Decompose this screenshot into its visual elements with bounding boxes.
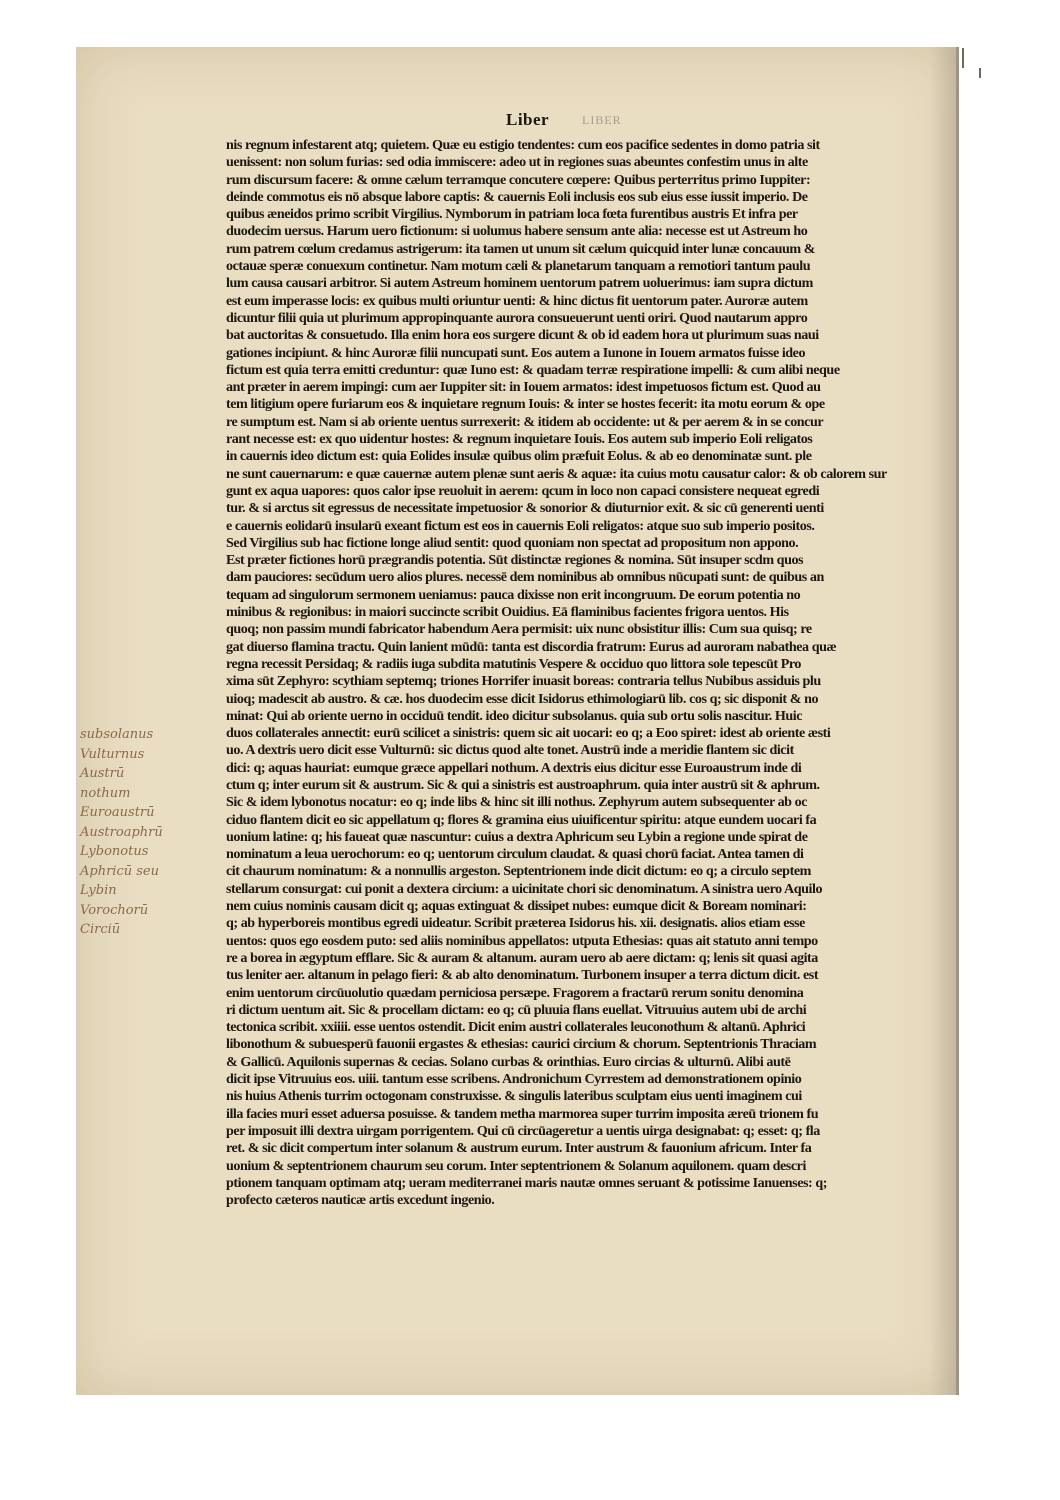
text-line: lum causa causari arbitror. Si autem Astreum hominem uentorum patrem uoluerimus: iam supra dictum: [226, 275, 813, 292]
text-line: Sed Virgilius sub hac fictione longe aliud sentit: quod quoniam non spectat ad propositum non appono.: [226, 534, 799, 551]
text-line: ctum q; inter eurum sit & austrum. Sic & qui a sinistris est austroaphrum. quia inter austrū sit & aphrum.: [226, 776, 820, 793]
text-line: ret. & sic dicit compertum inter solanum & austrum eurum. Inter austrum & fauonium africum. Inter fa: [226, 1140, 812, 1157]
text-line: uenissent: non solum furias: sed odia immiscere: adeo ut in regiones suas abeuntes confestim unus in alte: [226, 154, 808, 171]
text-line: quibus æneidos primo scribit Virgilius. Nymborum in patriam loca fœta furentibus austris Et infra per: [226, 206, 798, 223]
margin-note: Austrū: [80, 766, 125, 781]
text-line: profecto cæteros nauticæ artis excedunt ingenio.: [226, 1192, 495, 1209]
text-line: tem litigium opere furiarum eos & inquietare regnum Iouis: & inter se hostes fecerit: ita motu eorum & ope: [226, 396, 825, 413]
margin-note: Lybin: [80, 883, 117, 898]
text-line: gat diuerso flamina tractu. Quin lanient mūdū: tanta est discordia fratrum: Eurus ad auroram nabathea quæ: [226, 638, 837, 655]
text-line: & Gallicū. Aquilonis supernas & cecias. Solano curbas & orinthias. Euro circias & ulturnū. Alibi autē: [226, 1053, 791, 1070]
text-line: tequam ad singulorum sermonem ueniamus: pauca dixisse non erit incongruum. De eorum potentia no: [226, 586, 801, 603]
margin-note: Austroaphrū: [80, 824, 163, 840]
text-line: gunt ex aqua uapores: quos calor ipse reuoluit in aerem: qcum in loco non capaci consistere nequeat egredi: [226, 482, 820, 499]
text-line: uonium & septentrionem chaurum seu corum. Inter septentrionem & Solanum aquilonem. quam descri: [226, 1157, 806, 1174]
margin-note: Vorochorū: [80, 902, 149, 918]
text-line: est eum imperasse locis: ex quibus multi oriuntur uenti: & hinc dictus fit uentorum pater. Auroræ autem: [226, 292, 808, 309]
text-line: minibus & regionibus: in maiori succincte scribit Ouidius. Eā flaminibus facientes frigora uentos. His: [226, 604, 789, 621]
text-line: duodecim uersus. Harum uero fictionum: si uolumus habere sensum ante alia: necesse est ut Astreum ho: [226, 223, 808, 240]
text-line: nis huius Athenis turrim octogonam construxisse. & singulis lateribus sculptam eius uenti imaginem cui: [226, 1088, 802, 1105]
text-line: per imposuit illi dextra uirgam porrigentem. Qui cū circūageretur a uentis uirga designabat: q; esset: q; fla: [226, 1122, 820, 1139]
running-head: Liber: [506, 110, 550, 129]
margin-note: nothum: [80, 785, 131, 801]
text-line: libonothum & subuesperū fauonii ergastes & ethesias: caurici circium & chorum. Septentrionis Thraciam: [226, 1036, 817, 1053]
text-line: tus leniter aer. altanum in pelago fieri: & ab alto denominatum. Turbonem insuper a terra dictum dicit. est: [226, 967, 819, 984]
text-line: stellarum consurgat: cui ponit a dextera circium: a uicinitate chori sic denominatum. A sinistra uero Aquilo: [226, 880, 823, 897]
text-line: ri dictum uentum ait. Sic & procellam dictam: eo q; cū pluuia flans euellat. Vitruuius autem ubi de archi: [226, 1001, 807, 1018]
text-line: quoq; non passim mundi fabricator habendum Aera permisit: uix nunc obsistitur illis: Cum sua quisq; re: [226, 621, 812, 638]
marginal-annotations: [80, 725, 220, 940]
text-line: rum discursum facere: & omne cælum terramque concutere cœpere: Quibus perterritus primo Iuppiter:: [226, 171, 811, 188]
text-line: re sumptum est. Nam si ab oriente uentus surrexerit: & itidem ab occidente: ut & per aerem & in se concur: [226, 413, 824, 430]
text-line: ne sunt cauernarum: e quæ cauernæ autem plenæ sunt aeris & aquæ: ita cuius motu causatur calor: & ob calorem sur: [226, 465, 887, 482]
text-line: uentos: quos ego eosdem puto: sed aliis nominibus appellatos: utputa Ethesias: quas ait statuto anni tempo: [226, 932, 818, 949]
margin-note: Vulturnus: [80, 746, 145, 762]
text-line: nis regnum infestarent atq; quietem. Quæ eu estigio tendentes: cum eos pacifice sedentes in domo patria sit: [226, 137, 820, 153]
text-line: minat: Qui ab oriente uerno in occiduū tendit. ideo dicitur subsolanus. quia sub ortu solis nascitur. Huic: [226, 707, 803, 724]
text-line: tur. & si arctus sit egressus de necessitate impetuosior & sonorior & diuturnior exit. & sic cū generenti uenti: [226, 500, 824, 517]
text-line: dam pauciores: secūdum uero alios plures. necessē dem nominibus ab omnibus nūcupati sunt: de quibus an: [226, 569, 824, 586]
margin-note: subsolanus: [80, 727, 154, 742]
margin-note: Lybonotus: [80, 844, 149, 859]
text-line: cit chaurum nominatum: & a nonnullis argeston. Septentrionem inde dicit dictum: eo q; a circulo septem: [226, 863, 811, 880]
text-line: q; ab hyperboreis montibus egredi uideatur. Scribit præterea Isidorus his. xii. designatis. alios etiam esse: [226, 915, 805, 932]
text-line: fictum est quia terra emitti creduntur: quæ Iuno est: & quadam terræ respiratione impelli: & cum alibi neque: [226, 361, 840, 378]
text-line: deinde commotus eis nō absque labore captis: & cauernis Eoli inclusis eos sub eius esse iussit imperio. De: [226, 188, 808, 205]
text-line: nem cuius nominis causam dicit q; aquas extinguat & dissipet nubes: eumque dicit & Boream nominari:: [226, 898, 807, 915]
text-line: tectonica scribit. xxiiii. esse uentos ostendit. Dicit enim austri collaterales leuconothum & altanū. Aphrici: [226, 1019, 806, 1036]
text-line: illa facies muri esset aduersa posuisse. & tandem metha marmorea super turrim imposita æreū trionem fu: [226, 1105, 819, 1122]
text-line: nominatum a leua uerochorum: eo q; uentorum circulum claudat. & quasi chorū faciat. Antea tamen di: [226, 846, 804, 863]
text-line: enim uentorum circūuolutio quædam perniciosa persæpe. Fragorem a fractarū rerum sonitu denomina: [226, 984, 804, 1001]
text-line: ant præter in aerem impingi: cum aer Iuppiter sit: in Iouem armatos: idest impetuosos fictum est. Quod au: [226, 379, 821, 396]
text-line: dicit ipse Vitruuius eos. uiii. tantum esse scribens. Andronichum Cyrrestem ad demonstrationem opinio: [226, 1071, 802, 1088]
text-line: in cauernis ideo dictum est: quia Eolides insulæ quibus olim præfuit Eolus. & ab eo denominatæ sunt. ple: [226, 448, 812, 465]
margin-note: Circiū: [80, 922, 121, 937]
text-line: rant necesse est: ex quo uidentur hostes: & regnum inquietare Iouis. Eos autem sub imperio Eoli religatos: [226, 431, 813, 448]
text-line: regna recessit Persidaq; & radiis iuga subdita matutinis Vespere & occiduo quo littora sole tepescūt Pro: [226, 655, 802, 672]
text-line: e cauernis eolidarū insularū exeant fictum est eos in cauernis Eoli religatos: atque suo sub imperio positos.: [226, 517, 815, 534]
text-line: uioq; madescit ab austro. & cæ. hos duodecim esse dicit Isidorus ethimologiarū lib. cos q; sic disponit & no: [226, 690, 819, 707]
text-line: Est præter fictiones horū prægrandis potentia. Sūt distinctæ regiones & nomina. Sūt insuper scdm quos: [226, 552, 804, 569]
text-line: uonium latine: q; his faueat quæ nascuntur: cuius a dextra Aphricum seu Lybin a regione unde spirat de: [226, 828, 808, 845]
text-line: re a borea in ægyptum efflare. Sic & auram & altanum. auram uero ab aere dictam: q; lenis sit quasi agita: [226, 949, 818, 966]
margin-note: Aphricū seu: [80, 863, 159, 879]
text-line: dici: q; aquas hauriat: eumque græce appellari nothum. A dextris eius dicitur esse Euroaustrum inde di: [226, 759, 802, 776]
page-edge-mark: [962, 48, 964, 68]
text-line: Sic & idem lybonotus nocatur: eo q; inde libs & hinc sit illi nothus. Zephyrum autem subsequenter ab oc: [226, 794, 808, 811]
text-line: gationes incipiunt. & hinc Auroræ filii nuncupati sunt. Eos autem a Iunone in Iouem armatos fuisse ideo: [226, 344, 806, 361]
margin-note: Euroaustrū: [80, 805, 155, 820]
text-line: dicuntur filii quia ut plurimum appropinquante aurora consueuerunt uenti oriri. Quod nautarum appro: [226, 309, 808, 326]
body-text: [226, 137, 924, 1209]
page-edge-mark: [979, 68, 981, 78]
text-line: rum patrem cœlum credamus astrigerum: ita tamen ut unum sit cælum quicquid inter lunæ concauum &: [226, 240, 816, 257]
text-line: ptionem tanquam optimam atq; ueram mediterranei maris nautæ omnes seruant & potissime Ianuenses: q;: [226, 1174, 828, 1191]
text-line: bat auctoritas & consuetudo. Illa enim hora eos surgere dicunt & ob id eadem hora ut plurimum suas naui: [226, 327, 819, 344]
text-line: ciduo flantem dicit eo sic appellatum q; flores & gramina eius uiuificentur spiritu: atque eundem uocari fa: [226, 811, 817, 828]
text-line: uo. A dextris uero dicit esse Vulturnū: sic dictus quod alte tonet. Austrū inde a meridie flantem sic dicit: [226, 742, 794, 759]
text-line: xima sūt Zephyro: scythiam septemq; triones Horrifer inuasit boreas: contraria tellus Nubibus assiduis plu: [226, 673, 821, 690]
text-line: duos collaterales annectit: eurū scilicet a sinistris: quem sic ait uocari: eo q; a Eoo spiret: idest ab oriente æsti: [226, 725, 831, 742]
running-head-faint: LIBER: [582, 113, 622, 127]
text-line: octauæ speræ conuexum continetur. Nam motum cæli & planetarum tanquam a remotiori tantum paulu: [226, 258, 811, 275]
